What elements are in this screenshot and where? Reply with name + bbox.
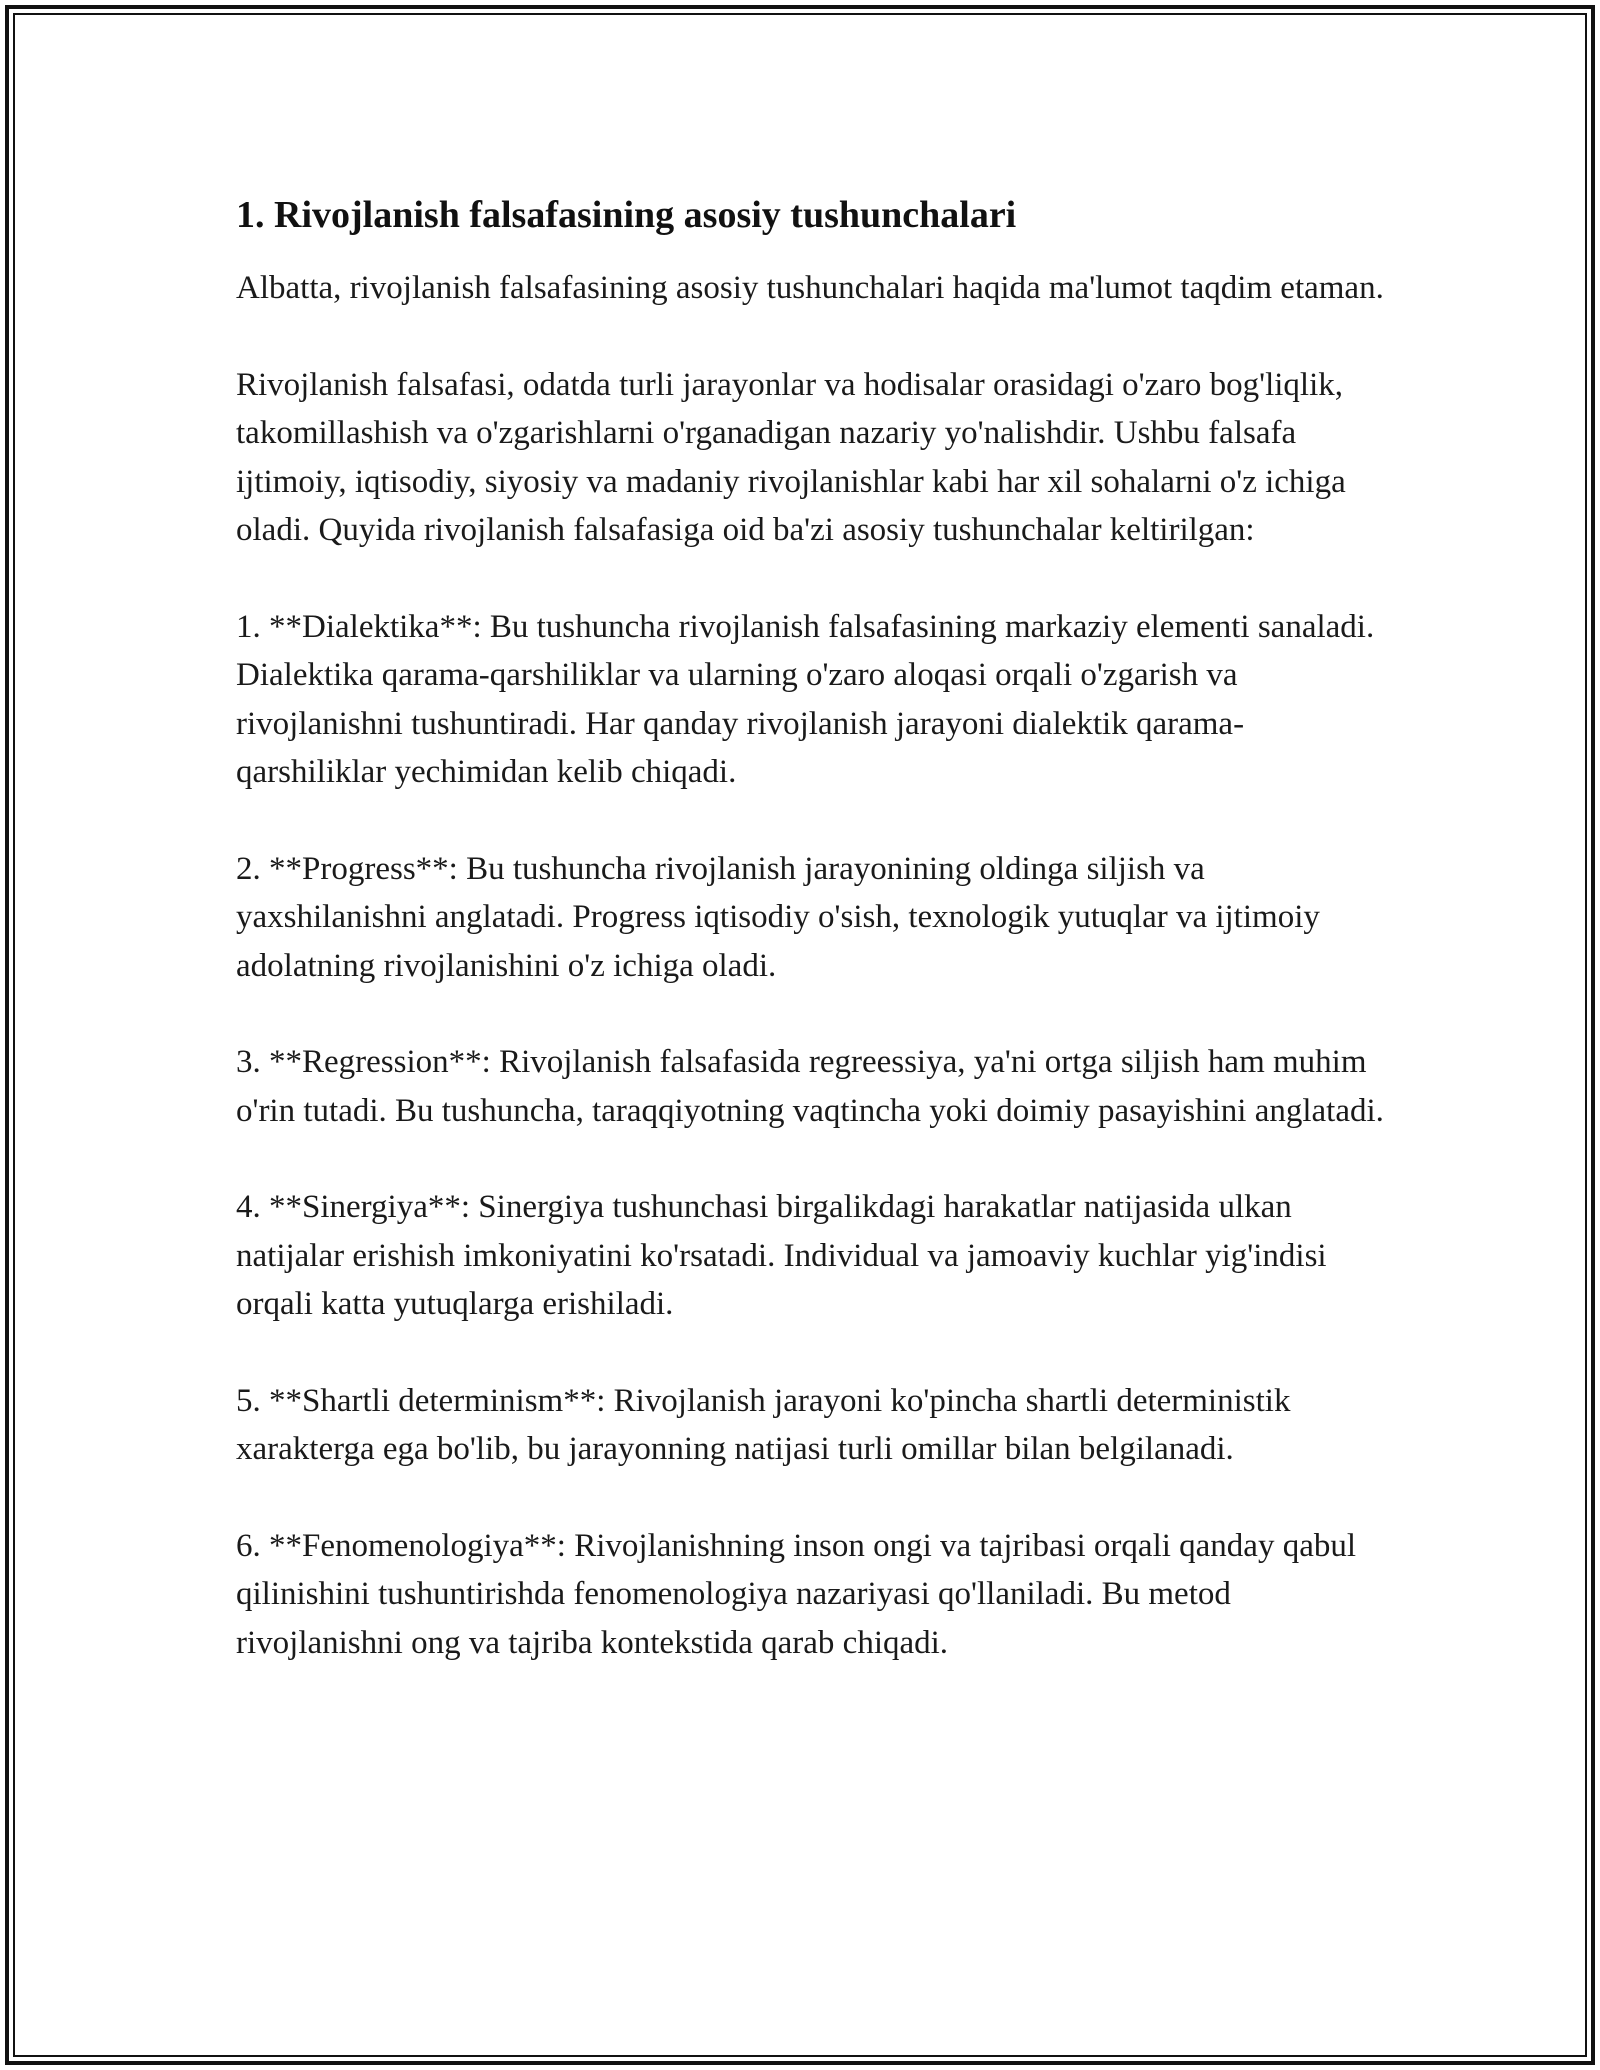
overview-paragraph: Rivojlanish falsafasi, odatda turli jarayonlar va hodisalar orasidagi o'zaro bog'liqlik, takomillashish va o'zgarishlarni o'rganadigan nazariy yo'nalishdir. Ushbu falsafa ijtimoiy, iqtisodiy, siyosiy va madaniy rivojlanishlar kabi har xil sohalarni o'z ichiga oladi. Quyida rivojlanish falsafasiga oid ba'zi asosiy tushunchalar keltirilgan:: [236, 366, 1346, 548]
intro-paragraph: Albatta, rivojlanish falsafasining asosiy tushunchalari haqida ma'lumot taqdim etaman.: [236, 270, 1384, 306]
list-item-progress: 2. **Progress**: Bu tushuncha rivojlanish jarayonining oldinga siljish va yaxshilanishni anglatadi. Progress iqtisodiy o'sish, texnologik yutuqlar va ijtimoiy adolatning rivojlanishini o'z ichiga oladi.: [236, 850, 1320, 984]
page-title: 1. Rivojlanish falsafasining asosiy tushunchalari: [236, 194, 1017, 236]
list-item-shartli-determinism: 5. **Shartli determinism**: Rivojlanish jarayoni ko'pincha shartli deterministik xarakterga ega bo'lib, bu jarayonning natijasi turli omillar bilan belgilanadi.: [236, 1382, 1291, 1467]
document-body: [236, 188, 1386, 1715]
list-item-dialektika: 1. **Dialektika**: Bu tushuncha rivojlanish falsafasining markaziy elementi sanaladi. Dialektika qarama-qarshiliklar va ularning o'zaro aloqasi orqali o'zgarish va rivojlanishni tushuntiradi. Har qanday rivojlanish jarayoni dialektik qarama-qarshiliklar yechimidan kelib chiqadi.: [236, 608, 1375, 790]
list-item-regression: 3. **Regression**: Rivojlanish falsafasida regreessiya, ya'ni ortga siljish ham muhim o'rin tutadi. Bu tushuncha, taraqqiyotning vaqtincha yoki doimiy pasayishini anglatadi.: [236, 1044, 1384, 1129]
list-item-fenomenologiya: 6. **Fenomenologiya**: Rivojlanishning inson ongi va tajribasi orqali qanday qabul qilinishini tushuntirishda fenomenologiya nazariyasi qo'llaniladi. Bu metod rivojlanishni ong va tajriba kontekstida qarab chiqadi.: [236, 1527, 1357, 1661]
list-item-sinergiya: 4. **Sinergiya**: Sinergiya tushunchasi birgalikdagi harakatlar natijasida ulkan natijalar erishish imkoniyatini ko'rsatadi. Individual va jamoaviy kuchlar yig'indisi orqali katta yutuqlarga erishiladi.: [236, 1189, 1327, 1322]
